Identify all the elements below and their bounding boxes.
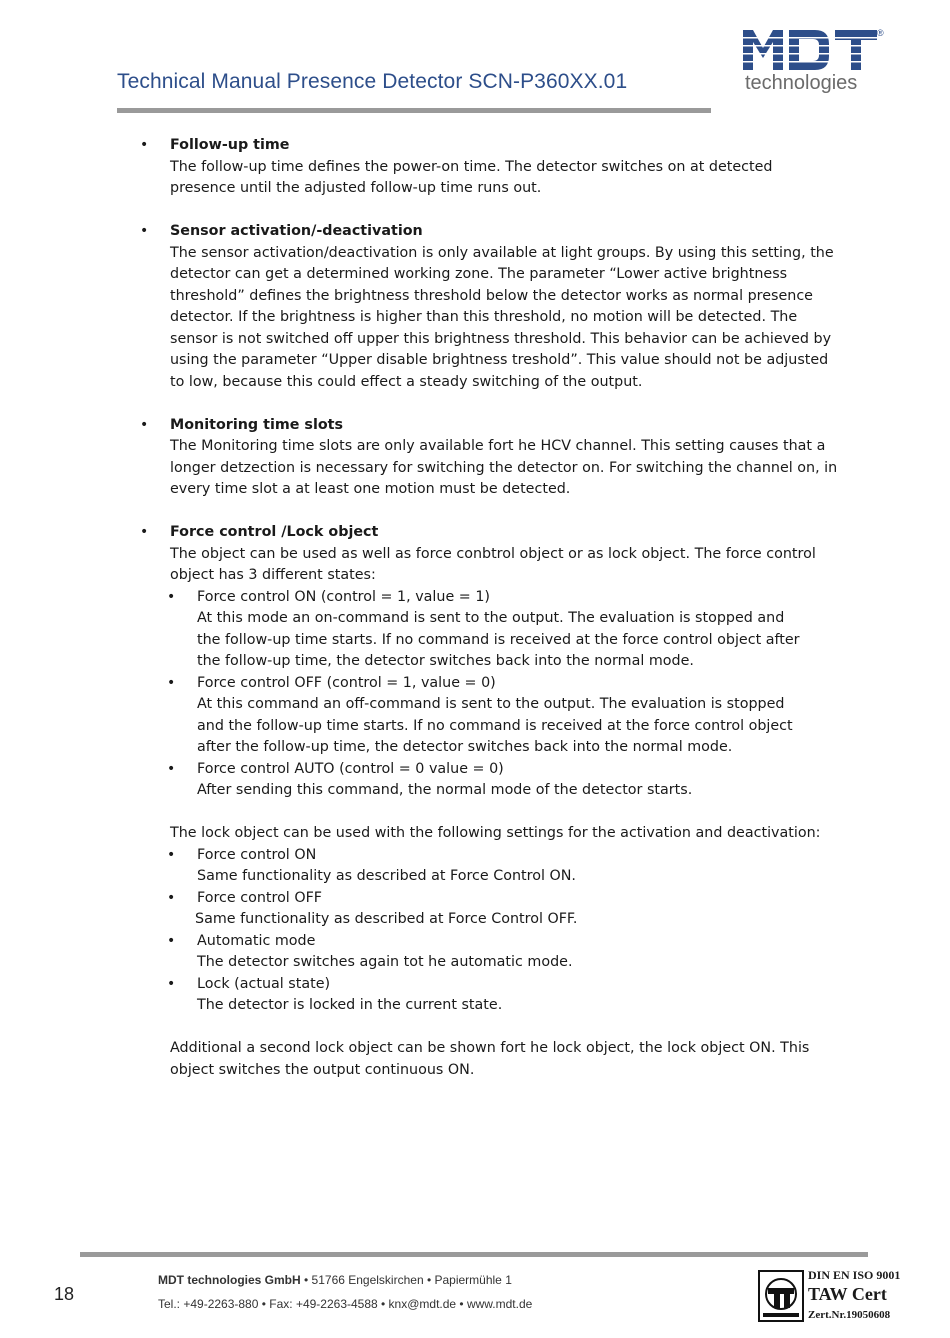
bullet-icon: • — [167, 975, 176, 992]
section-monitoring-time-slots — [140, 415, 840, 501]
mdt-logo — [743, 28, 893, 100]
bullet-icon: • — [167, 889, 176, 906]
company-address: • 51766 Engelskirchen • Papiermühle 1 — [300, 1273, 512, 1287]
body-line: every time slot a at least one motion must be detected. — [170, 481, 571, 497]
body-line: Same functionality as described at Force Control OFF. — [195, 911, 578, 927]
body-line: At this command an off-command is sent to the output. The evaluation is stopped — [197, 696, 785, 712]
bullet-icon: • — [167, 674, 176, 691]
section-title: Follow-up time — [170, 137, 290, 153]
section-title: Monitoring time slots — [170, 416, 344, 433]
lock-setting-item — [140, 845, 840, 888]
footer-address — [158, 1273, 512, 1287]
lock-setting-item — [140, 888, 840, 931]
spacer — [140, 802, 840, 824]
bullet-icon: • — [140, 524, 149, 540]
body-line: After sending this command, the normal mode of the detector starts. — [197, 782, 693, 798]
bullet-icon: • — [167, 846, 176, 863]
mdt-logo-mark — [743, 28, 879, 74]
body-line: sensor is not switched off upper this brightness threshold. This behavior can be achieved by — [170, 330, 832, 347]
spacer — [140, 1017, 840, 1039]
body-line: The follow-up time defines the power-on time. The detector switches on at detected — [170, 158, 773, 175]
section-sensor-activation — [140, 221, 840, 393]
registered-mark: ® — [877, 28, 884, 38]
header-divider — [117, 108, 711, 113]
bullet-icon: • — [140, 416, 149, 433]
item-label: Lock (actual state) — [197, 975, 331, 992]
force-state-item — [140, 673, 840, 759]
section-follow-up-time — [140, 135, 840, 200]
lock-setting-item — [140, 931, 840, 974]
footer-contact: Tel.: +49-2263-880 • Fax: +49-2263-4588 • knx@mdt.de • www.mdt.de — [158, 1297, 533, 1311]
bullet-icon: • — [140, 137, 149, 153]
body-line: presence until the adjusted follow-up time runs out. — [170, 180, 542, 196]
body-line: the follow-up time, the detector switches back into the normal mode. — [197, 653, 694, 669]
item-label: Force control OFF — [197, 889, 323, 906]
body-line: the follow-up time starts. If no command is received at the force control object after — [197, 631, 800, 648]
bullet-icon: • — [167, 760, 176, 777]
footer-divider — [80, 1252, 868, 1257]
body-line: object has 3 different states: — [170, 567, 376, 583]
item-label: Force control AUTO (control = 0 value = 0) — [197, 760, 504, 777]
item-label: Force control ON (control = 1, value = 1) — [197, 588, 491, 605]
document-title: Technical Manual Presence Detector SCN-P360XX.01 — [117, 70, 628, 93]
lock-setting-item — [140, 974, 840, 1017]
bullet-icon: • — [167, 588, 176, 605]
section-title: Force control /Lock object — [170, 524, 379, 540]
cert-body: TAW Cert — [808, 1284, 887, 1304]
main-content — [140, 135, 840, 1081]
item-label: Force control ON — [197, 846, 317, 863]
lock-intro: The lock object can be used with the following settings for the activation and deactivation: — [170, 825, 821, 841]
certification-badge — [758, 1268, 918, 1328]
cert-standard: DIN EN ISO 9001 — [808, 1268, 901, 1282]
item-label: Automatic mode — [197, 932, 316, 949]
body-line: using the parameter “Upper disable brightness treshold”. This value should not be adjusted — [170, 352, 829, 368]
force-state-item — [140, 587, 840, 673]
body-line: The sensor activation/deactivation is only available at light groups. By using this setting, the — [170, 244, 834, 261]
logo-tagline: technologies — [745, 72, 858, 94]
section-title: Sensor activation/-deactivation — [170, 223, 423, 239]
page-number: 18 — [54, 1284, 75, 1304]
body-line: detector can get a determined working zone. The parameter “Lower active brightness — [170, 266, 788, 282]
cert-number: Zert.Nr.19050608 — [808, 1309, 891, 1321]
body-line: detector. If the brightness is higher than this threshold, no motion will be detected. The — [170, 309, 798, 325]
body-line: to low, because this could effect a steady switching of the output. — [170, 373, 643, 390]
body-line: The detector switches again tot he automatic mode. — [197, 954, 573, 970]
body-line: The Monitoring time slots are only available fort he HCV channel. This setting causes that a — [170, 438, 826, 454]
body-line: after the follow-up time, the detector switches back into the normal mode. — [197, 739, 733, 755]
body-line: The detector is locked in the current state. — [197, 997, 503, 1013]
item-label: Force control OFF (control = 1, value = 0) — [197, 674, 496, 691]
body-line: At this mode an on-command is sent to the output. The evaluation is stopped and — [197, 610, 785, 626]
closing-line: Additional a second lock object can be shown fort he lock object, the lock object ON. This — [170, 1040, 810, 1056]
bullet-icon: • — [140, 223, 149, 239]
taw-cert-logo-icon — [758, 1270, 804, 1322]
body-line: and the follow-up time starts. If no command is received at the force control object — [197, 717, 793, 734]
force-state-item — [140, 759, 840, 802]
company-name: MDT technologies GmbH — [158, 1273, 301, 1287]
body-line: Same functionality as described at Force Control ON. — [197, 868, 576, 884]
body-line: The object can be used as well as force conbtrol object or as lock object. The force control — [170, 545, 816, 562]
bullet-icon: • — [167, 932, 176, 949]
body-line: threshold” defines the brightness threshold below the detector works as normal presence — [170, 287, 813, 304]
section-force-control — [140, 522, 840, 587]
closing-line: object switches the output continuous ON. — [170, 1061, 475, 1078]
body-line: longer detzection is necessary for switching the detector on. For switching the channel on, in — [170, 459, 838, 476]
